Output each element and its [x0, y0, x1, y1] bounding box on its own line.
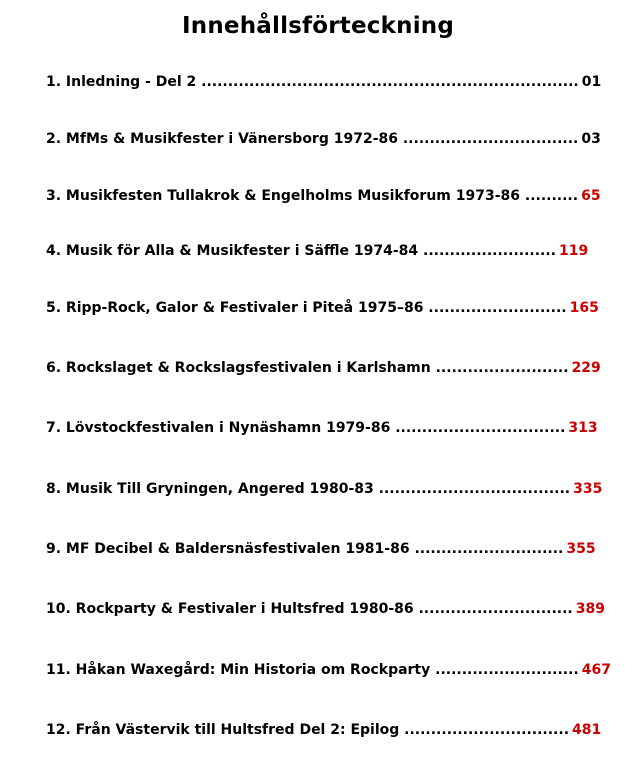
toc-entry — [46, 299, 599, 317]
toc-entry — [46, 600, 605, 618]
toc-entry-text: 11. Håkan Waxegård: Min Historia om Rockparty ........................... — [46, 662, 579, 678]
toc-entry — [46, 73, 601, 91]
toc-entry — [46, 242, 588, 260]
toc-page-number: 313 — [568, 420, 598, 436]
toc-entry — [46, 130, 601, 148]
toc-entry-text: 7. Lövstockfestivalen i Nynäshamn 1979-86 ................................ — [46, 420, 566, 436]
toc-entry — [46, 419, 598, 437]
toc-page-number: 389 — [575, 601, 605, 617]
toc-entry — [46, 721, 601, 739]
toc-page-number: 01 — [581, 74, 602, 90]
toc-entry-text: 9. MF Decibel & Baldersnäsfestivalen 1981-86 ............................ — [46, 541, 564, 557]
toc-entry — [46, 187, 601, 205]
toc-page-number: 335 — [573, 481, 603, 497]
toc-page-number: 467 — [581, 662, 611, 678]
toc-entry — [46, 480, 602, 498]
toc-entry-text: 5. Ripp-Rock, Galor & Festivaler i Piteå 1975–86 .......................... — [46, 300, 567, 316]
toc-entry-text: 3. Musikfesten Tullakrok & Engelholms Musikforum 1973-86 .......... — [46, 188, 579, 204]
toc-page-number: 165 — [569, 300, 599, 316]
toc-entry-text: 1. Inledning - Del 2 ....................................................................... — [46, 74, 579, 90]
toc-entry-text: 8. Musik Till Gryningen, Angered 1980-83 .................................... — [46, 481, 571, 497]
toc-entry-text: 10. Rockparty & Festivaler i Hultsfred 1980-86 ............................. — [46, 601, 573, 617]
toc-page-number: 03 — [581, 131, 601, 147]
toc-page-number: 65 — [581, 188, 601, 204]
toc-entry — [46, 661, 611, 679]
toc-entry-text: 6. Rockslaget & Rockslagsfestivalen i Karlshamn ......................... — [46, 360, 569, 376]
toc-page-number: 119 — [559, 243, 589, 259]
toc-entry — [46, 359, 601, 377]
toc-entry-text: 4. Musik för Alla & Musikfester i Säffle 1974-84 ......................... — [46, 243, 556, 259]
toc-entry — [46, 540, 596, 558]
toc-page-number: 355 — [566, 541, 596, 557]
page-title: Innehållsförteckning — [181, 13, 455, 39]
toc-page-number: 229 — [571, 360, 601, 376]
toc-entry-text: 12. Från Västervik till Hultsfred Del 2: Epilog ............................... — [46, 722, 570, 738]
toc-page-number: 481 — [572, 722, 602, 738]
toc-entry-text: 2. MfMs & Musikfester i Vänersborg 1972-86 ................................. — [46, 131, 579, 147]
